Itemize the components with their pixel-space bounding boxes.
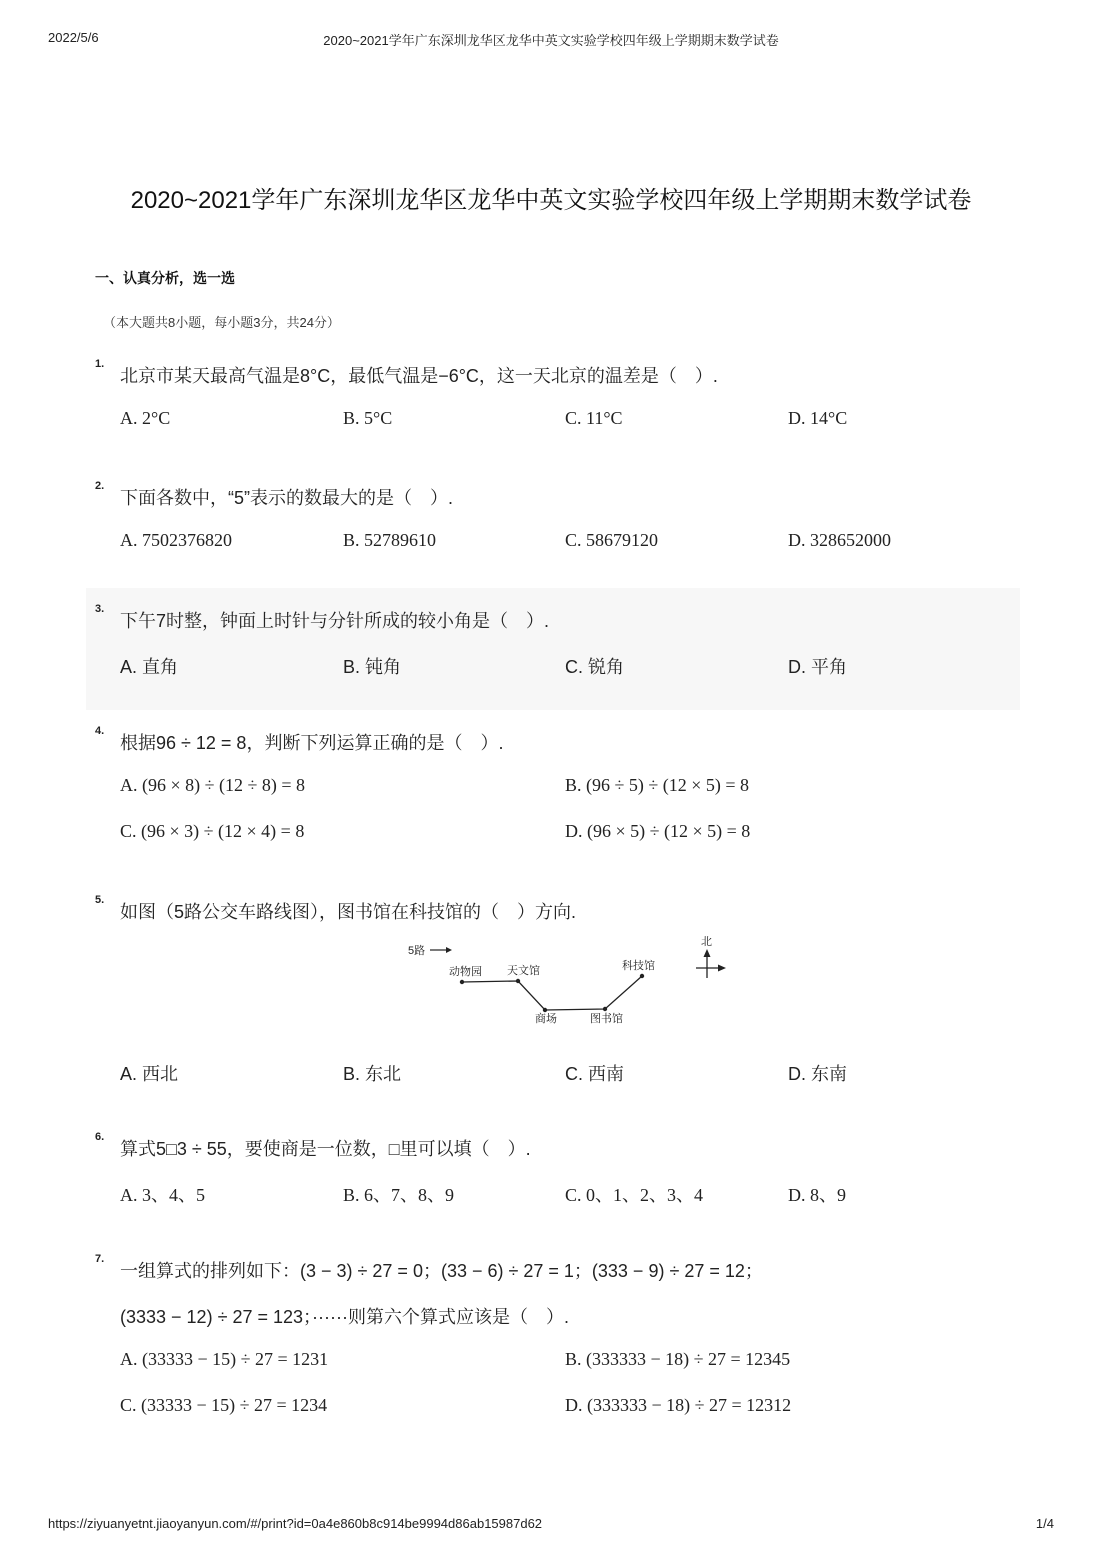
stop-label-science-museum: 科技馆 <box>622 960 655 972</box>
option-a[interactable]: A. 直角 <box>120 657 179 677</box>
footer-url[interactable]: https://ziyuanyetnt.jiaoyanyun.com/#/print?id=0a4e860b8c914be9994d86ab15987d62 <box>48 1516 543 1531</box>
question-number: 7. <box>95 1253 105 1265</box>
option-d[interactable]: D. 东南 <box>788 1064 848 1084</box>
stop-label-zoo: 动物园 <box>449 966 482 978</box>
question-stem: 如图（5路公交车路线图），图书馆在科技馆的（ ）方向. <box>120 902 577 922</box>
option-b[interactable]: B. (333333 − 18) ÷ 27 = 12345 <box>565 1349 791 1369</box>
stop-dot-mall <box>543 1008 547 1012</box>
stop-label-mall: 商场 <box>535 1013 557 1025</box>
page-header-title: 2020~2021学年广东深圳龙华区龙华中英文实验学校四年级上学期期末数学试卷 <box>323 33 779 48</box>
route-label: 5路 <box>408 945 426 957</box>
question-stem-continued: (3333 − 12) ÷ 27 = 123；······则第六个算式应该是（ ）. <box>120 1307 569 1327</box>
option-a[interactable]: A. 7502376820 <box>120 530 232 550</box>
compass-icon <box>696 949 726 978</box>
question-stem: 下午7时整，钟面上时针与分针所成的较小角是（ ）. <box>120 611 550 631</box>
question-number: 5. <box>95 894 105 906</box>
question-number: 3. <box>95 603 105 615</box>
option-a[interactable]: A. 2°C <box>120 408 171 428</box>
question-stem: 根据96 ÷ 12 = 8，判断下列运算正确的是（ ）. <box>120 733 504 753</box>
stop-dot-science-museum <box>640 974 644 978</box>
section-note: （本大题共8小题，每小题3分，共24分） <box>103 315 340 330</box>
route-arrow-head <box>446 947 452 953</box>
stop-label-planetarium: 天文馆 <box>507 965 540 977</box>
option-c[interactable]: C. 0、1、2、3、4 <box>565 1185 704 1205</box>
stop-dot-planetarium <box>516 979 520 983</box>
option-b[interactable]: B. (96 ÷ 5) ÷ (12 × 5) = 8 <box>565 775 750 795</box>
option-c[interactable]: C. 锐角 <box>565 657 625 677</box>
option-d[interactable]: D. 328652000 <box>788 530 891 550</box>
stop-dot-zoo <box>460 980 464 984</box>
option-c[interactable]: C. 58679120 <box>565 530 659 550</box>
document-title: 2020~2021学年广东深圳龙华区龙华中英文实验学校四年级上学期期末数学试卷 <box>130 187 972 214</box>
option-a[interactable]: A. 3、4、5 <box>120 1185 205 1205</box>
question-number: 6. <box>95 1131 105 1143</box>
route-path <box>462 976 642 1010</box>
north-label: 北 <box>701 936 712 948</box>
footer-page-number: 1/4 <box>1035 1516 1054 1531</box>
section-title: 一、认真分析，选一选 <box>95 270 235 286</box>
question-number: 1. <box>95 358 105 370</box>
option-b[interactable]: B. 5°C <box>343 408 393 428</box>
option-b[interactable]: B. 东北 <box>343 1064 402 1084</box>
question-number: 2. <box>95 480 105 492</box>
option-d[interactable]: D. 平角 <box>788 657 848 677</box>
question-stem: 下面各数中，“5”表示的数最大的是（ ）. <box>120 488 453 508</box>
option-b[interactable]: B. 6、7、8、9 <box>343 1185 455 1205</box>
option-d[interactable]: D. 8、9 <box>788 1185 846 1205</box>
bus-route-diagram <box>400 930 740 1030</box>
option-c[interactable]: C. (33333 − 15) ÷ 27 = 1234 <box>120 1395 328 1415</box>
option-b[interactable]: B. 52789610 <box>343 530 437 550</box>
option-a[interactable]: A. 西北 <box>120 1064 179 1084</box>
question-number: 4. <box>95 725 105 737</box>
option-c[interactable]: C. 11°C <box>565 408 623 428</box>
option-c[interactable]: C. 西南 <box>565 1064 625 1084</box>
option-c[interactable]: C. (96 × 3) ÷ (12 × 4) = 8 <box>120 821 305 841</box>
stop-label-library: 图书馆 <box>590 1013 623 1025</box>
option-a[interactable]: A. (96 × 8) ÷ (12 ÷ 8) = 8 <box>120 775 306 795</box>
option-d[interactable]: D. (333333 − 18) ÷ 27 = 12312 <box>565 1395 792 1415</box>
option-b[interactable]: B. 钝角 <box>343 657 402 677</box>
stop-dot-library <box>603 1007 607 1011</box>
option-d[interactable]: D. (96 × 5) ÷ (12 × 5) = 8 <box>565 821 751 841</box>
question-stem: 算式5□3 ÷ 55，要使商是一位数，□里可以填（ ）. <box>120 1139 531 1159</box>
option-d[interactable]: D. 14°C <box>788 408 848 428</box>
question-stem: 一组算式的排列如下：(3 − 3) ÷ 27 = 0；(33 − 6) ÷ 27 = 1；(333 − 9) ÷ 27 = 12； <box>120 1261 763 1281</box>
page-header-date: 2022/5/6 <box>48 30 99 45</box>
option-a[interactable]: A. (33333 − 15) ÷ 27 = 1231 <box>120 1349 329 1369</box>
question-stem: 北京市某天最高气温是8°C，最低气温是−6°C，这一天北京的温差是（ ）. <box>120 366 718 386</box>
